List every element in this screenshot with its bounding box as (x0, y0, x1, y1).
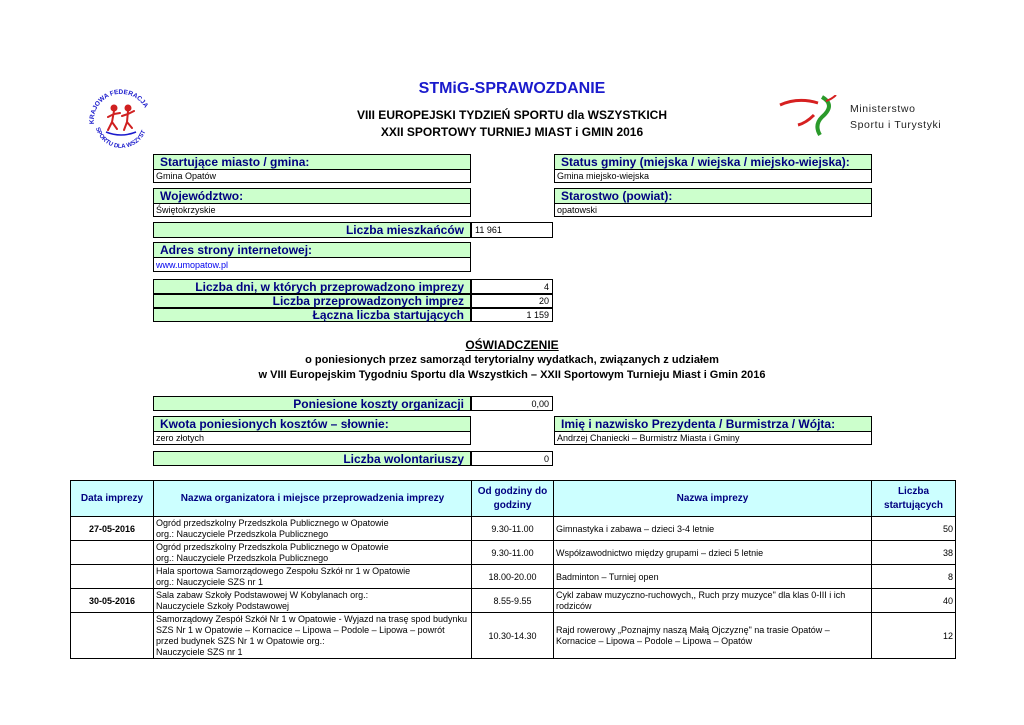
row-count: 8 (872, 565, 956, 589)
row-date: 27-05-2016 (71, 517, 154, 541)
row-time: 18.00-20.00 (472, 565, 554, 589)
row-event: Rajd rowerowy „Poznajmy naszą Małą Ojczyznę" na trasie Opatów – Kornacice – Lipowa – Podole – Lipowa – Opatów (554, 613, 872, 659)
row-organizer: Ogród przedszkolny Przedszkola Publicznego w Opatowie org.: Nauczyciele Przedszkola Publicznego (154, 517, 472, 541)
declaration-line-1: o poniesionych przez samorząd terytorialny wydatkach, związanych z udziałem (305, 354, 719, 366)
events-count-label: Liczba przeprowadzonych imprez (153, 294, 471, 308)
declaration-title: OŚWIADCZENIE (465, 338, 559, 352)
county-value: opatowski (554, 204, 872, 217)
row-time: 8.55-9.55 (472, 589, 554, 613)
status-value: Gmina miejsko-wiejska (554, 170, 872, 183)
federation-logo (84, 84, 158, 154)
row-organizer: Hala sportowa Samorządowego Zespołu Szkół nr 1 w Opatowie org.: Nauczyciele SZS nr 1 (154, 565, 472, 589)
volunteers-label: Liczba wolontariuszy (153, 451, 471, 466)
header-date: Data imprezy (71, 481, 154, 517)
row-organizer: Samorządowy Zespół Szkół Nr 1 w Opatowie - Wyjazd na trasę spod budynku SZS Nr 1 w Opatowie – Kornacice – Lipowa – Podole – Lipowa – powrót przed budynek SZS Nr 1 w Opatowie org.: Nauczyciele SZS nr 1 (154, 613, 472, 659)
svg-text:SPORTU DLA WSZYSTKICH: SPORTU DLA WSZYST (94, 126, 148, 151)
costs-words-value: zero złotych (153, 432, 471, 445)
population-value: 11 961 (471, 222, 553, 238)
row-time: 9.30-11.00 (472, 541, 554, 565)
ministry-logo (778, 95, 958, 139)
table-row (71, 517, 956, 541)
row-event: Współzawodnictwo między grupami – dzieci 5 letnie (554, 541, 872, 565)
events-table (70, 480, 956, 659)
row-count: 12 (872, 613, 956, 659)
voivodeship-label: Województwo: (153, 188, 471, 204)
volunteers-value: 0 (471, 451, 553, 466)
declaration-line-2: w VIII Europejskim Tygodniu Sportu dla Wszystkich – XXII Sportowym Turnieju Miast i Gmin 2016 (258, 369, 766, 381)
status-label: Status gminy (miejska / wiejska / miejsko-wiejska): (554, 154, 872, 170)
row-time: 9.30-11.00 (472, 517, 554, 541)
county-label: Starostwo (powiat): (554, 188, 872, 204)
ministry-emblem-icon (778, 95, 848, 139)
website-link[interactable]: www.umopatow.pl (156, 259, 229, 270)
table-row (71, 589, 956, 613)
days-value: 4 (471, 279, 553, 294)
mayor-value: Andrzej Chaniecki – Burmistrz Miasta i Gminy (554, 432, 872, 445)
row-event: Cykl zabaw muzyczno-ruchowych,, Ruch przy muzyce" dla klas 0-III i ich rodziców (554, 589, 872, 613)
website-label: Adres strony internetowej: (153, 242, 471, 258)
table-row (71, 541, 956, 565)
svg-text:KRAJOWA FEDERACJA: KRAJOWA FEDERACJA (88, 88, 150, 125)
report-title: STMiG-SPRAWOZDANIE (418, 80, 606, 97)
event-name: VIII EUROPEJSKI TYDZIEŃ SPORTU dla WSZYSTKICH (356, 108, 668, 122)
header-participants: Liczba startujących (872, 481, 956, 517)
table-header-row (71, 481, 956, 517)
website-link-cell[interactable] (153, 258, 471, 272)
city-value: Gmina Opatów (153, 170, 471, 183)
voivodeship-value: Świętokrzyskie (153, 204, 471, 217)
row-event: Gimnastyka i zabawa – dzieci 3-4 letnie (554, 517, 872, 541)
costs-label: Poniesione koszty organizacji (153, 396, 471, 411)
participants-label: Łączna liczba startujących (153, 308, 471, 322)
row-date (71, 613, 154, 659)
table-row (71, 565, 956, 589)
population-label: Liczba mieszkańców (153, 222, 471, 238)
row-organizer: Ogród przedszkolny Przedszkola Publicznego w Opatowie org.: Nauczyciele Przedszkola Publicznego (154, 541, 472, 565)
events-count-value: 20 (471, 294, 553, 308)
ministry-name-line2: Sportu i Turystyki (850, 119, 942, 131)
city-label: Startujące miasto / gmina: (153, 154, 471, 170)
participants-value: 1 159 (471, 308, 553, 322)
header-event-name: Nazwa imprezy (554, 481, 872, 517)
costs-value: 0,00 (471, 396, 553, 411)
ministry-name-line1: Ministerstwo (850, 103, 916, 115)
row-count: 50 (872, 517, 956, 541)
row-organizer: Sala zabaw Szkoły Podstawowej W Kobylanach org.: Nauczyciele Szkoły Podstawowej (154, 589, 472, 613)
table-row (71, 613, 956, 659)
costs-words-label: Kwota poniesionych kosztów – słownie: (153, 416, 471, 432)
tournament-name: XXII SPORTOWY TURNIEJ MIAST i GMIN 2016 (380, 125, 644, 139)
row-time: 10.30-14.30 (472, 613, 554, 659)
days-label: Liczba dni, w których przeprowadzono imprezy (153, 279, 471, 294)
mayor-label: Imię i nazwisko Prezydenta / Burmistrza / Wójta: (554, 416, 872, 432)
row-event: Badminton – Turniej open (554, 565, 872, 589)
row-count: 40 (872, 589, 956, 613)
row-date: 30-05-2016 (71, 589, 154, 613)
header-time: Od godziny do godziny (472, 481, 554, 517)
row-date (71, 565, 154, 589)
row-date (71, 541, 154, 565)
row-count: 38 (872, 541, 956, 565)
header-organizer: Nazwa organizatora i miejsce przeprowadzenia imprezy (154, 481, 472, 517)
